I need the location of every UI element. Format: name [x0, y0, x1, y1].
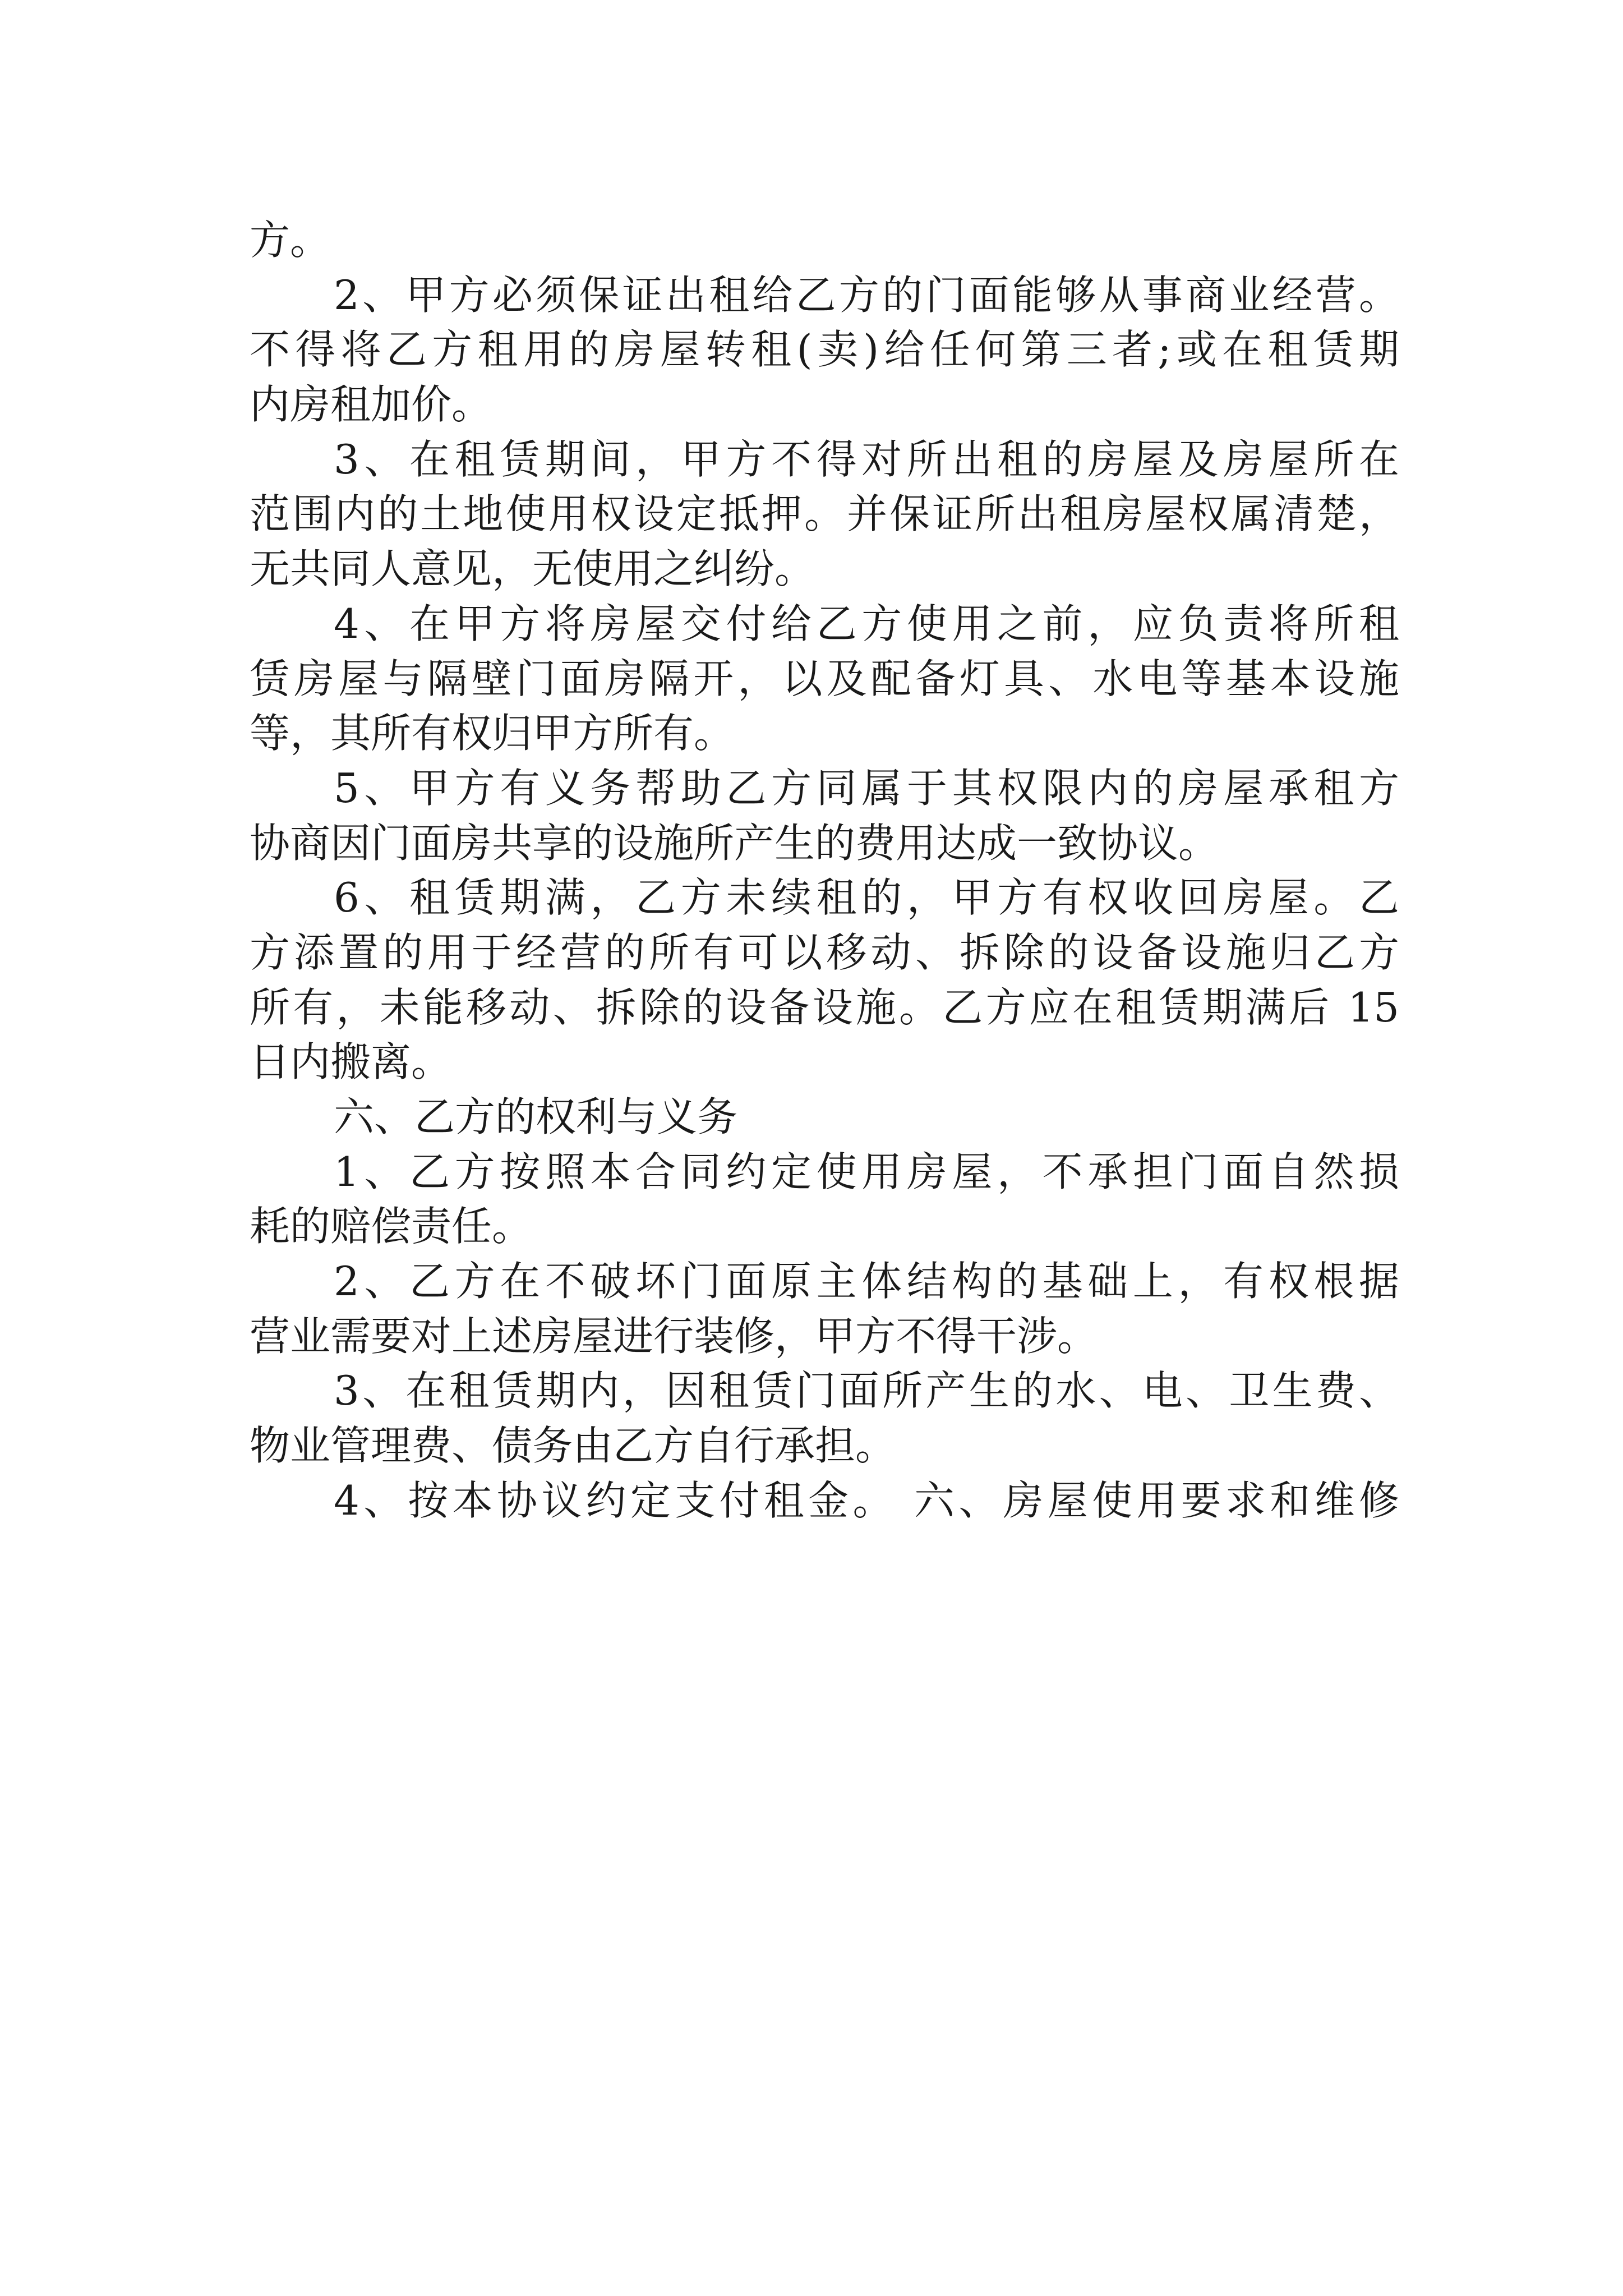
- text-line: 方。: [250, 217, 331, 264]
- text-line: 营业需要对上述房屋进行装修，甲方不得干涉。: [250, 1312, 1098, 1360]
- text-line: 1、乙方按照本合同约定使用房屋，不承担门面自然损: [334, 1148, 1399, 1195]
- text-line: 耗的赔偿责任。: [250, 1203, 533, 1250]
- text-line: 赁房屋与隔壁门面房隔开，以及配备灯具、水电等基本设施: [250, 655, 1399, 702]
- text-line: 协商因门面房共享的设施所产生的费用达成一致协议。: [250, 819, 1219, 867]
- text-line: 2、甲方必须保证出租给乙方的门面能够从事商业经营。: [334, 271, 1399, 319]
- text-line: 4、按本协议约定支付租金。 六、房屋使用要求和维修: [334, 1476, 1399, 1524]
- text-line: 所有，未能移动、拆除的设备设施。乙方应在租赁期满后 15: [250, 983, 1399, 1031]
- text-line: 3、在租赁期间，甲方不得对所出租的房屋及房屋所在: [334, 435, 1399, 483]
- text-line: 不得将乙方租用的房屋转租(卖)给任何第三者;或在租赁期: [250, 326, 1399, 374]
- text-line: 5、甲方有义务帮助乙方同属于其权限内的房屋承租方: [334, 764, 1399, 812]
- text-line: 等，其所有权归甲方所有。: [250, 710, 735, 757]
- text-line: 内房租加价。: [250, 381, 492, 429]
- document-body: [250, 213, 1399, 1529]
- text-line: 无共同人意见，无使用之纠纷。: [250, 545, 815, 593]
- text-line: 6、租赁期满，乙方未续租的，甲方有权收回房屋。乙: [334, 874, 1399, 922]
- section-heading: 六、乙方的权利与义务: [334, 1093, 738, 1140]
- text-line: 方添置的用于经营的所有可以移动、拆除的设备设施归乙方: [250, 928, 1399, 976]
- text-line: 4、在甲方将房屋交付给乙方使用之前，应负责将所租: [334, 600, 1399, 647]
- text-line: 范围内的土地使用权设定抵押。并保证所出租房屋权属清楚，: [250, 490, 1399, 538]
- text-line: 日内搬离。: [250, 1038, 452, 1086]
- text-line: 物业管理费、债务由乙方自行承担。: [250, 1422, 896, 1470]
- text-line: 3、在租赁期内，因租赁门面所产生的水、电、卫生费、: [334, 1367, 1399, 1415]
- text-line: 2、乙方在不破坏门面原主体结构的基础上，有权根据: [334, 1258, 1399, 1305]
